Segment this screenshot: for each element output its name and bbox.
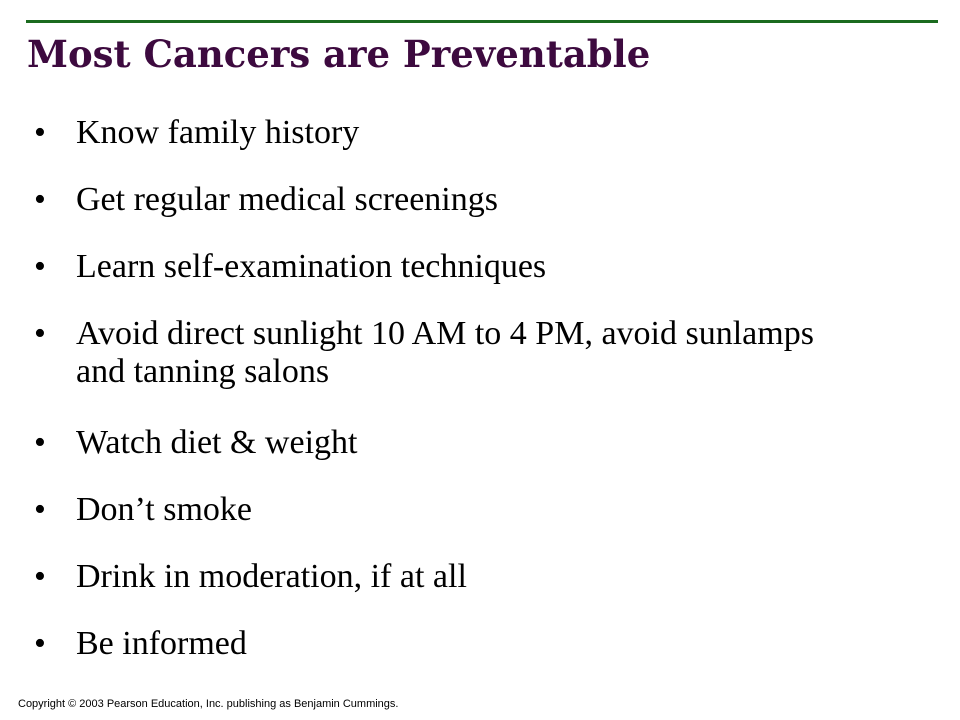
slide-title: Most Cancers are Preventable: [27, 32, 651, 76]
bullet-text: Don’t smoke: [76, 491, 252, 528]
bullet-text: Learn self-examination techniques: [76, 248, 547, 285]
bullet-icon: •: [34, 491, 46, 528]
bullet-text: Avoid direct sunlight 10 AM to 4 PM, avoid sunlamps and tanning salons: [76, 315, 814, 390]
bullet-text: Know family history: [76, 114, 360, 151]
bullet-icon: •: [34, 424, 46, 461]
bullet-icon: •: [34, 181, 46, 218]
bullet-text: Drink in moderation, if at all: [76, 558, 467, 595]
bullet-icon: •: [34, 114, 46, 151]
bullet-text: Get regular medical screenings: [76, 181, 498, 218]
bullet-icon: •: [34, 558, 46, 595]
bullet-icon: •: [34, 625, 46, 662]
bullet-icon: •: [34, 315, 46, 352]
bullet-text: Watch diet & weight: [76, 424, 358, 461]
bullet-text: Be informed: [76, 625, 247, 662]
copyright-notice: Copyright © 2003 Pearson Education, Inc. publishing as Benjamin Cummings.: [18, 698, 399, 710]
bullet-icon: •: [34, 248, 46, 285]
